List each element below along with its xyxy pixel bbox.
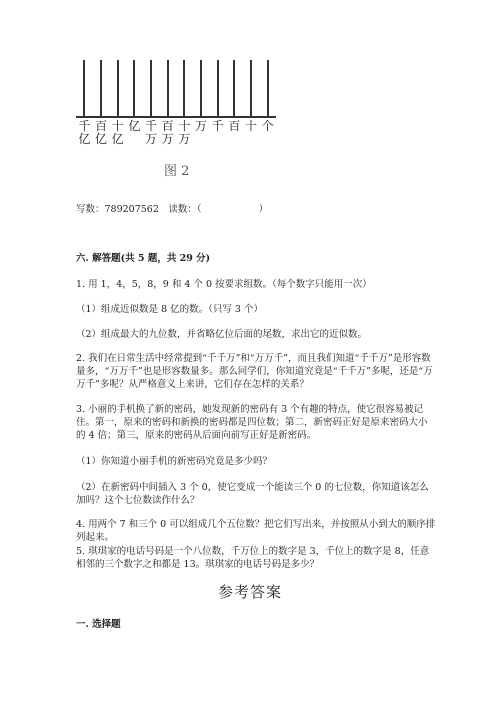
abacus-rod xyxy=(217,60,219,116)
place-value-label: 个 xyxy=(261,119,274,133)
abacus-rod xyxy=(167,60,169,116)
abacus-rod xyxy=(183,60,185,116)
abacus-rod xyxy=(233,60,235,116)
figure-caption: 图 2 xyxy=(164,164,190,179)
place-value-label: 千 xyxy=(211,119,224,133)
abacus-rod xyxy=(250,60,252,116)
place-value-label: 千万 xyxy=(144,119,157,146)
question-3: 3. 小丽的手机换了新的密码，她发现新的密码有 3 个有趣的特点，使它很容易被记住。第一，原来的密码和新换的密码都是四位数；第二，新密码正好是原来密码大小的 4 倍；第三，原来的密码从后面向前写正好是新密码。 xyxy=(76,404,428,441)
write-number-line: 写数：789207562 读数：（ ） xyxy=(76,204,269,215)
place-value-label: 万 xyxy=(194,119,207,133)
abacus-rod xyxy=(200,60,202,116)
answer-subsection-title: 一. 选择题 xyxy=(76,619,121,630)
question-1: 1. 用 1，4，5，8，9 和 4 个 0 按要求组数。（每个数字只能用一次） xyxy=(76,279,372,290)
abacus-rod xyxy=(133,60,135,116)
question-3-part-2: （2）在新密码中间插入 3 个 0，使它变成一个能读三个 0 的七位数，你知道该怎么加吗？这个七位数读作什么？ xyxy=(76,482,429,506)
place-value-label: 十 xyxy=(244,119,257,133)
question-4: 4. 用两个 7 和三个 0 可以组成几个五位数？把它们写出来，并按照从小到大的顺序排列起来。 xyxy=(76,519,436,543)
question-5: 5. 琪琪家的电话号码是一个八位数，千万位上的数字是 3，千位上的数字是 8，任意相邻的三个数字之和都是 13。琪琪家的电话号码是多少？ xyxy=(76,546,430,570)
abacus-rod xyxy=(267,60,269,116)
place-value-label: 百万 xyxy=(161,119,174,146)
place-value-label: 百亿 xyxy=(94,119,107,146)
abacus-figure xyxy=(76,60,276,150)
place-value-label: 百 xyxy=(228,119,241,133)
question-3-part-1: （1）你知道小丽手机的新密码究竟是多少吗？ xyxy=(76,456,273,467)
section-6-title: 六. 解答题(共 5 题，共 29 分) xyxy=(76,253,211,264)
question-2: 2. 我们在日常生活中经常提到“千千万”和“万万千”，而且我们知道“千千万”是形容数量多，“万万千”也是形容数量多。那么同学们，你知道究竟是“千千万”多呢，还是“万万千”多呢？从严格意义上来讲，它们存在怎样的关系？ xyxy=(76,353,433,390)
abacus-rod xyxy=(83,60,85,116)
place-value-label: 亿 xyxy=(128,119,141,133)
abacus-rod xyxy=(150,60,152,116)
place-value-label: 十万 xyxy=(178,119,191,146)
question-1-part-2: （2）组成最大的九位数，并省略亿位后面的尾数，求出它的近似数。 xyxy=(76,329,368,340)
abacus-rod xyxy=(100,60,102,116)
place-value-label: 十亿 xyxy=(111,119,124,146)
question-1-part-1: （1）组成近似数是 8 亿的数。（只写 3 个） xyxy=(76,304,263,315)
abacus-frame xyxy=(76,116,276,118)
place-value-label: 千亿 xyxy=(78,119,91,146)
abacus-rod xyxy=(117,60,119,116)
answer-title: 参考答案 xyxy=(218,583,283,601)
